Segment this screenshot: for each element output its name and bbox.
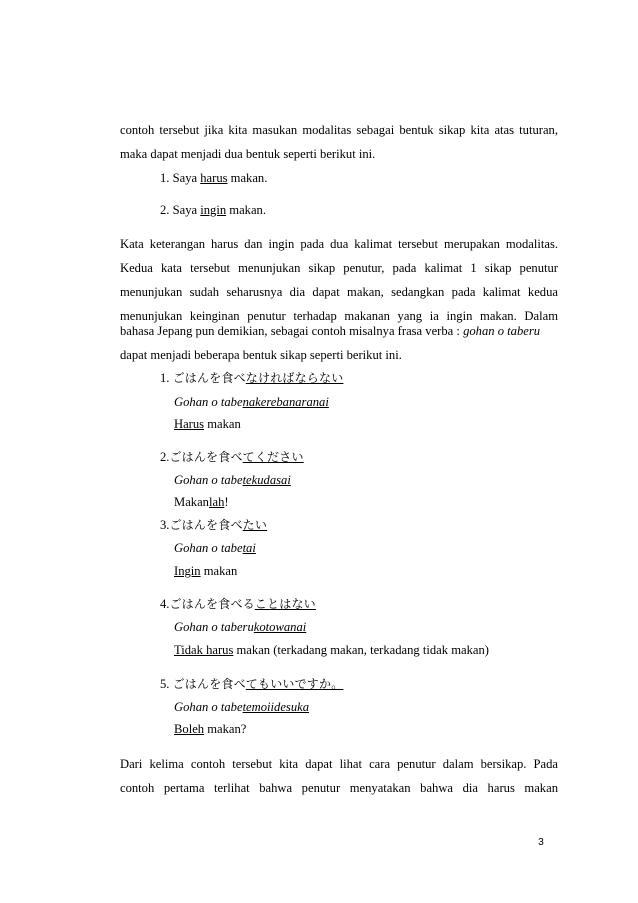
romaji-underlined: kotowanai xyxy=(253,620,307,634)
paragraph-line: contoh pertama terlihat bahwa penutur menyatakan bahwa dia harus makan xyxy=(120,781,558,795)
jp-example-1 xyxy=(160,370,343,386)
paragraph-line: Kata keterangan harus dan ingin pada dua kalimat tersebut merupakan modalitas. xyxy=(120,237,558,251)
japanese-underlined: たい xyxy=(242,518,268,532)
jp-example-4 xyxy=(160,596,316,612)
romaji-text: Gohan o tabe xyxy=(174,700,243,714)
translation-1 xyxy=(174,416,241,432)
example-number: 2. Saya xyxy=(160,203,201,217)
romaji-underlined: tai xyxy=(242,541,256,555)
page-number: 3 xyxy=(538,836,544,848)
translation-text: makan xyxy=(204,417,241,431)
romaji-text: Gohan o tabe xyxy=(174,395,243,409)
example-number: 4. xyxy=(160,597,170,611)
paragraph-line: Kedua kata tersebut menunjukan sikap penutur, pada kalimat 1 sikap penutur xyxy=(120,261,558,275)
romaji-4 xyxy=(174,619,306,635)
jp-example-3 xyxy=(160,517,267,533)
jp-example-2 xyxy=(160,449,304,465)
example-sentence-1 xyxy=(160,170,267,186)
paragraph-line: menunjukan sudah seharusnya dia dapat makan, sedangkan pada kalimat kedua xyxy=(120,285,558,299)
example-sentence-2 xyxy=(160,202,266,218)
italic-phrase: gohan o taberu xyxy=(463,324,541,338)
translation-text: ! xyxy=(224,495,229,509)
romaji-underlined: nakerebanaranai xyxy=(242,395,329,409)
japanese-text: ごはんを食べ xyxy=(169,450,243,464)
example-text: makan. xyxy=(226,203,266,217)
line-text: bahasa Jepang pun demikian, sebagai contoh misalnya frasa verba : xyxy=(120,324,464,338)
romaji-text: Gohan o tabe xyxy=(174,473,243,487)
example-number: 1. xyxy=(160,371,173,385)
romaji-text: Gohan o tabe xyxy=(174,541,243,555)
paragraph-line: maka dapat menjadi dua bentuk seperti berikut ini. xyxy=(120,147,376,161)
paragraph-line: menunjukan keinginan penutur terhadap makanan yang ia ingin makan. Dalam xyxy=(120,309,558,323)
translation-text: makan xyxy=(200,564,238,578)
romaji-underlined: tekudasai xyxy=(242,473,291,487)
japanese-text: ごはんを食べ xyxy=(172,371,246,385)
japanese-underlined: てください xyxy=(242,450,304,464)
translation-underlined: Harus xyxy=(174,417,205,431)
translation-text: makan? xyxy=(204,722,247,736)
paragraph-line xyxy=(120,323,558,339)
example-number: 3. xyxy=(160,518,170,532)
japanese-underlined: なければならない xyxy=(245,371,344,385)
underlined-word: harus xyxy=(200,171,228,185)
translation-underlined: Boleh xyxy=(174,722,205,736)
translation-4 xyxy=(174,642,489,658)
example-text: makan. xyxy=(227,171,268,185)
romaji-5 xyxy=(174,699,309,715)
translation-text: makan (terkadang makan, terkadang tidak makan) xyxy=(233,643,489,657)
japanese-text: ごはんを食べ xyxy=(172,677,246,691)
translation-underlined: Tidak harus xyxy=(174,643,234,657)
translation-3 xyxy=(174,563,237,579)
translation-5 xyxy=(174,721,246,737)
jp-example-5 xyxy=(160,676,343,692)
translation-underlined: Ingin xyxy=(174,564,201,578)
paragraph-line: Dari kelima contoh tersebut kita dapat lihat cara penutur dalam bersikap. Pada xyxy=(120,757,558,771)
romaji-2 xyxy=(174,472,291,488)
translation-text: Makan xyxy=(174,495,209,509)
japanese-underlined: ことはない xyxy=(254,597,316,611)
romaji-3 xyxy=(174,540,256,556)
japanese-text: ごはんを食べる xyxy=(169,597,255,611)
example-number: 1. Saya xyxy=(160,171,201,185)
japanese-text: ごはんを食べ xyxy=(169,518,243,532)
romaji-text: Gohan o taberu xyxy=(174,620,254,634)
japanese-underlined: てもいいですか。 xyxy=(245,677,344,691)
underlined-word: ingin xyxy=(200,203,227,217)
translation-underlined: lah xyxy=(208,495,225,509)
romaji-underlined: temoiidesuka xyxy=(242,700,310,714)
paragraph-line: dapat menjadi beberapa bentuk sikap seperti berikut ini. xyxy=(120,348,402,362)
example-number: 2. xyxy=(160,450,170,464)
example-number: 5. xyxy=(160,677,173,691)
romaji-1 xyxy=(174,394,329,410)
paragraph-line: contoh tersebut jika kita masukan modalitas sebagai bentuk sikap kita atas tuturan, xyxy=(120,123,558,137)
translation-2 xyxy=(174,494,229,510)
